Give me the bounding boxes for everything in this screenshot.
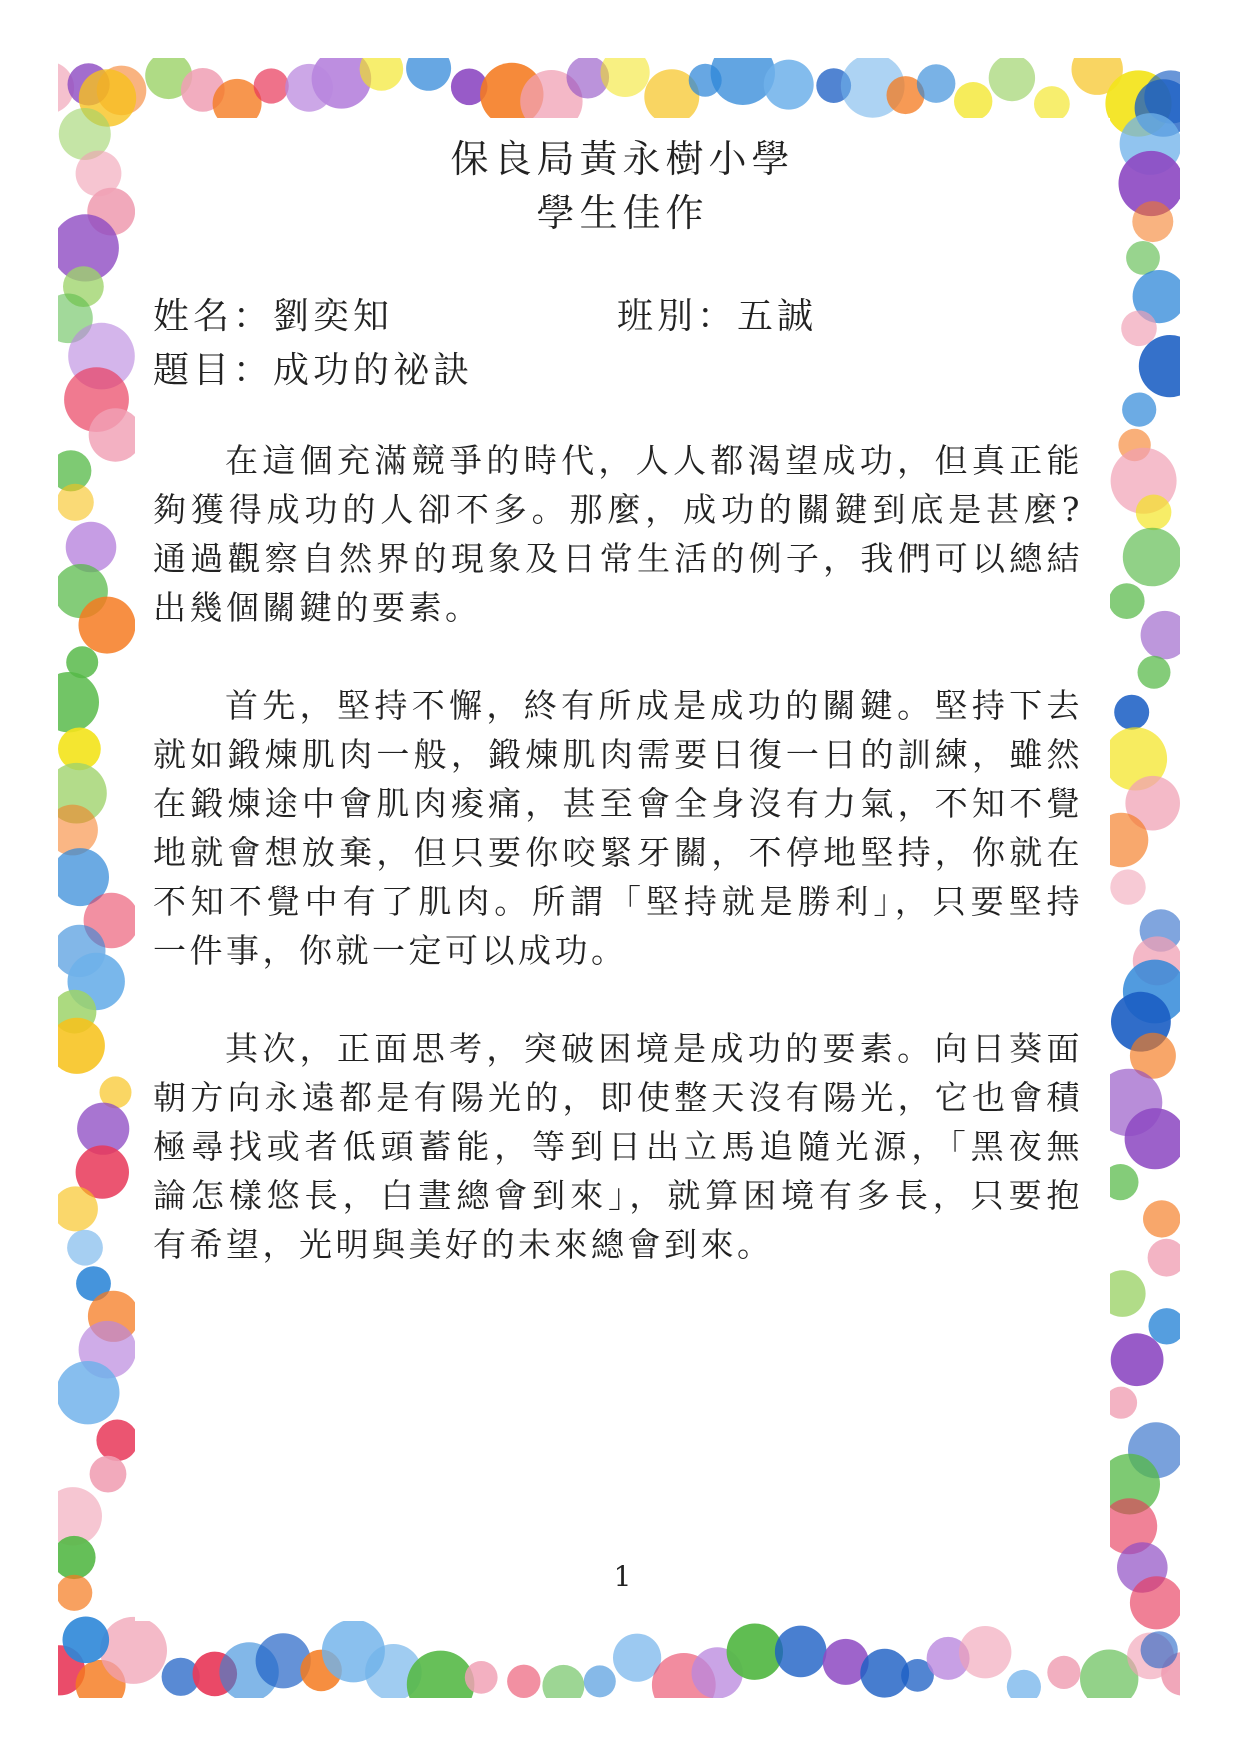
student-class: 五誠 — [737, 296, 818, 337]
essay-paragraph-3: 其次，正面思考，突破困境是成功的要素。向日葵面朝方向永遠都是有陽光的，即使整天沒有陽光，它也會積極尋找或者低頭蓄能，等到日出立馬追隨光源，「黑夜無論怎樣悠長，白晝總會到來」，就算困境有多長，只要抱有希望，光明與美好的未來總會到來。 — [153, 1029, 1083, 1264]
confetti-dot — [58, 1487, 102, 1545]
confetti-dot — [917, 64, 956, 103]
confetti-dot — [1138, 656, 1171, 689]
confetti-dot — [256, 1633, 311, 1688]
confetti-dot — [1110, 869, 1145, 904]
student-name: 劉奕知 — [273, 296, 394, 337]
confetti-dot — [90, 1456, 127, 1493]
confetti-dot — [1007, 1670, 1041, 1698]
confetti-dot — [67, 1230, 103, 1266]
school-name: 保良局黃永樹小學 — [450, 137, 795, 181]
section-title: 學生佳作 — [536, 191, 709, 235]
confetti-dot — [764, 60, 814, 110]
confetti-dot — [1136, 495, 1172, 531]
confetti-dot — [1121, 311, 1157, 347]
confetti-dot — [406, 58, 451, 91]
confetti-dot — [96, 1420, 138, 1462]
confetti-dot — [1126, 241, 1160, 275]
confetti-dot — [58, 1018, 105, 1074]
confetti-dot — [66, 522, 117, 573]
confetti-dot — [58, 672, 99, 732]
confetti-dot — [79, 597, 136, 654]
confetti-dot — [254, 68, 289, 103]
topic-label: 題目： — [153, 350, 274, 391]
essay-paragraph-2: 首先，堅持不懈，終有所成是成功的關鍵。堅持下去就如鍛煉肌肉一般，鍛煉肌肉需要日復一日的訓練，雖然在鍛煉途中會肌肉痠痛，甚至會全身沒有力氣，不知不覺地就會想放棄，但只要你咬緊牙關，不停地堅持，你就在不知不覺中有了肌肉。所謂「堅持就是勝利」，只要堅持一件事，你就一定可以成功。 — [153, 686, 1083, 970]
confetti-dot — [601, 58, 650, 97]
confetti-dot — [58, 1536, 96, 1579]
confetti-dot — [100, 1617, 167, 1684]
confetti-dot — [1122, 393, 1156, 427]
confetti-dot — [959, 1626, 1011, 1678]
confetti-dot — [542, 1665, 584, 1698]
confetti-dot — [727, 1624, 783, 1680]
confetti-dot — [58, 1361, 120, 1424]
essay-sheet — [135, 118, 1110, 1621]
confetti-dot — [1143, 1200, 1180, 1237]
name-label: 姓名： — [153, 296, 274, 337]
essay-body — [153, 436, 1083, 1318]
confetti-dot — [465, 1661, 498, 1694]
essay-paragraph-1: 在這個充滿競爭的時代，人人都渴望成功，但真正能夠獲得成功的人卻不多。那麼，成功的關鍵到底是甚麼?通過觀察自然界的現象及日常生活的例子，我們可以總結出幾個關鍵的要素。 — [153, 441, 1083, 627]
confetti-dot — [989, 58, 1035, 101]
confetti-dot — [1132, 201, 1173, 242]
confetti-dot — [1034, 86, 1070, 122]
class-label: 班別： — [617, 296, 738, 337]
confetti-dot — [1148, 1239, 1180, 1277]
confetti-dot — [63, 1617, 110, 1664]
page-number: 1 — [613, 1560, 632, 1593]
essay-topic-row — [153, 342, 473, 393]
confetti-dot — [1047, 1656, 1080, 1689]
student-class-row — [617, 288, 817, 339]
confetti-dot — [1114, 695, 1149, 730]
confetti-dot — [584, 1665, 616, 1697]
confetti-dot — [1141, 1631, 1178, 1668]
confetti-dot — [58, 1575, 92, 1611]
confetti-dot — [507, 1665, 540, 1698]
confetti-dot — [954, 82, 992, 120]
essay-topic: 成功的祕訣 — [273, 350, 474, 391]
student-name-row — [153, 288, 393, 339]
confetti-dot — [1111, 1333, 1164, 1386]
confetti-dot — [1109, 583, 1145, 619]
confetti-dot — [1123, 528, 1180, 587]
confetti-dot — [775, 1626, 827, 1678]
confetti-dot — [58, 484, 94, 521]
confetti-dot — [1141, 611, 1180, 659]
